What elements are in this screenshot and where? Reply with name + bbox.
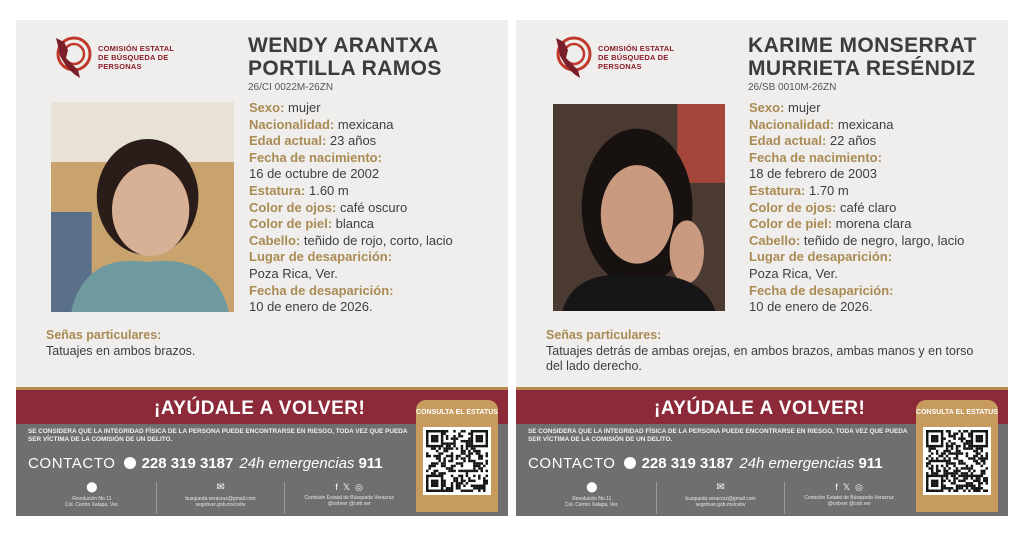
detail-value: teñido de negro, largo, lacio	[800, 232, 965, 248]
distinctive-marks-label: Señas particulares:	[546, 328, 662, 342]
detail-value: Poza Rica, Ver.	[749, 265, 838, 281]
emergency-number[interactable]: 911	[358, 455, 383, 472]
status-check-box[interactable]	[916, 400, 998, 512]
detail-value: 10 de enero de 2026.	[249, 299, 373, 315]
distinctive-marks	[546, 328, 986, 374]
detail-label: Lugar de desaparición:	[249, 249, 393, 265]
logo-line: DE BÚSQUEDA DE	[598, 52, 669, 62]
logo-line: COMISIÓN ESTATAL	[598, 43, 675, 53]
footer-columns	[528, 482, 913, 514]
detail-value: mujer	[784, 100, 821, 115]
detail-row	[749, 283, 1004, 300]
social-icons	[335, 482, 363, 493]
person-details	[749, 100, 1004, 316]
social-icons	[835, 482, 863, 493]
detail-row	[749, 200, 1004, 217]
detail-row	[249, 117, 504, 134]
location-pin-icon: ⬤	[586, 482, 598, 493]
email-link[interactable]: busqueda.veracruz@gmail.com	[185, 496, 256, 502]
x-icon[interactable]: 𝕏	[342, 482, 351, 492]
detail-row	[749, 183, 1004, 200]
risk-warning: SE CONSIDERA QUE LA INTEGRIDAD FÍSICA DE LA PERSONA PUEDE ENCONTRARSE EN RIESGO, TODA VEZ QUE PUEDA SER VÍCTIMA DE LA COMISIÓN DE UN DELITO.	[28, 428, 408, 443]
detail-row	[749, 133, 1004, 150]
distinctive-marks-text: Tatuajes en ambos brazos.	[46, 344, 196, 358]
location-pin-icon: ⬤	[86, 482, 98, 493]
social-handles[interactable]: @cebver @ceb.ver	[827, 501, 871, 507]
emergency-number[interactable]: 911	[858, 455, 883, 472]
cebv-logo	[50, 32, 260, 82]
detail-label: Color de piel:	[249, 216, 333, 232]
detail-row	[749, 150, 1004, 167]
emergency-label: 24h emergencias	[239, 455, 355, 472]
detail-label: Cabello:	[249, 232, 301, 248]
contact-label: CONTACTO	[528, 455, 616, 472]
detail-value: 1.60 m	[305, 182, 349, 198]
missing-person-poster	[516, 20, 1008, 516]
detail-row	[249, 266, 504, 283]
detail-row	[249, 283, 504, 300]
x-icon[interactable]: 𝕏	[842, 482, 851, 492]
risk-warning: SE CONSIDERA QUE LA INTEGRIDAD FÍSICA DE LA PERSONA PUEDE ENCONTRARSE EN RIESGO, TODA VEZ QUE PUEDA SER VÍCTIMA DE LA COMISIÓN DE UN DELITO.	[528, 428, 908, 443]
contact-label: CONTACTO	[28, 455, 116, 472]
detail-value: Poza Rica, Ver.	[249, 265, 338, 281]
detail-row	[749, 117, 1004, 134]
detail-value: mujer	[284, 100, 321, 115]
social-column	[785, 482, 913, 514]
detail-value: teñido de rojo, corto, lacio	[300, 232, 453, 248]
mail-icon: ✉	[716, 482, 725, 493]
detail-row	[249, 150, 504, 167]
detail-label: Lugar de desaparición:	[749, 249, 893, 265]
detail-label: Color de ojos:	[749, 199, 837, 215]
case-folio: 26/CI 0022M-26ZN	[248, 82, 334, 93]
website-link[interactable]: segobver.gob.mx/cebv	[695, 502, 746, 508]
veracruz-map-icon	[50, 34, 92, 80]
status-check-box[interactable]	[416, 400, 498, 512]
address-column	[528, 482, 657, 514]
qr-code[interactable]	[923, 427, 991, 495]
person-name-line1: WENDY ARANTXA	[248, 34, 439, 57]
email-column	[657, 482, 786, 514]
detail-row	[249, 200, 504, 217]
detail-label: Sexo:	[749, 100, 785, 115]
person-name-line1: KARIME MONSERRAT	[748, 34, 977, 57]
contact-line	[28, 455, 383, 472]
detail-value: 18 de febrero de 2003	[749, 166, 877, 182]
person-photo	[51, 102, 234, 312]
person-name-line2: MURRIETA RESÉNDIZ	[748, 57, 976, 80]
person-name	[748, 34, 977, 80]
detail-label: Fecha de desaparición:	[749, 282, 894, 298]
distinctive-marks-text: Tatuajes detrás de ambas orejas, en ambos brazos, ambas manos y en torso del lado derecho.	[546, 344, 974, 373]
detail-row	[249, 166, 504, 183]
phone-icon	[624, 457, 636, 469]
contact-phone[interactable]: 228 319 3187	[141, 455, 234, 472]
detail-row	[749, 233, 1004, 250]
help-banner-title: ¡AYÚDALE A VOLVER!	[154, 398, 366, 419]
status-check-label: CONSULTA EL ESTATUS	[916, 409, 998, 416]
detail-value: café oscuro	[336, 199, 408, 215]
detail-row	[749, 100, 1004, 117]
contact-phone[interactable]: 228 319 3187	[641, 455, 734, 472]
distinctive-marks	[46, 328, 486, 359]
footer-columns	[28, 482, 413, 514]
detail-row	[749, 299, 1004, 316]
cebv-logo	[550, 32, 760, 82]
address-column	[28, 482, 157, 514]
status-check-label: CONSULTA EL ESTATUS	[416, 409, 498, 416]
detail-value: blanca	[332, 216, 374, 232]
detail-label: Color de piel:	[749, 216, 833, 232]
detail-row	[249, 183, 504, 200]
detail-label: Cabello:	[749, 232, 801, 248]
detail-row	[249, 133, 504, 150]
contact-line	[528, 455, 883, 472]
detail-row	[249, 249, 504, 266]
qr-code[interactable]	[423, 427, 491, 495]
logo-line: PERSONAS	[98, 61, 142, 71]
detail-value: 16 de octubre de 2002	[249, 166, 380, 182]
detail-label: Estatura:	[749, 182, 806, 198]
logo-line: PERSONAS	[598, 61, 642, 71]
email-link[interactable]: busqueda.veracruz@gmail.com	[685, 496, 756, 502]
mail-icon: ✉	[216, 482, 225, 493]
detail-row	[749, 216, 1004, 233]
instagram-icon[interactable]: ◎	[355, 482, 363, 492]
website-link[interactable]: segobver.gob.mx/cebv	[195, 502, 246, 508]
instagram-icon[interactable]: ◎	[855, 482, 863, 492]
social-org: Comisión Estatal de Búsqueda Veracruz	[804, 495, 894, 501]
detail-row	[249, 233, 504, 250]
address-line: Revolución No.11	[572, 496, 612, 502]
social-column	[285, 482, 413, 514]
facebook-icon[interactable]: f	[835, 482, 838, 492]
detail-label: Nacionalidad:	[249, 116, 335, 132]
detail-label: Edad actual:	[749, 133, 827, 149]
facebook-icon[interactable]: f	[335, 482, 338, 492]
distinctive-marks-label: Señas particulares:	[46, 328, 162, 342]
person-name	[248, 34, 442, 80]
detail-value: 23 años	[326, 133, 377, 149]
address-line: Col. Centro Xalapa, Ver.	[65, 502, 119, 508]
social-handles[interactable]: @cebver @ceb.ver	[327, 501, 371, 507]
person-details	[249, 100, 504, 316]
detail-label: Nacionalidad:	[749, 116, 835, 132]
detail-label: Color de ojos:	[249, 199, 337, 215]
detail-row	[749, 266, 1004, 283]
logo-line: COMISIÓN ESTATAL	[98, 43, 175, 53]
detail-row	[249, 216, 504, 233]
detail-value: mexicana	[834, 116, 894, 132]
person-photo	[553, 104, 725, 311]
logo-line: DE BÚSQUEDA DE	[98, 52, 169, 62]
person-name-line2: PORTILLA RAMOS	[248, 57, 442, 80]
detail-value: café claro	[836, 199, 897, 215]
detail-value: morena clara	[832, 216, 912, 232]
detail-label: Fecha de desaparición:	[249, 282, 394, 298]
address-line: Revolución No.11	[72, 496, 112, 502]
detail-value: 10 de enero de 2026.	[749, 299, 873, 315]
detail-label: Fecha de nacimiento:	[249, 149, 382, 165]
detail-label: Edad actual:	[249, 133, 327, 149]
address-line: Col. Centro Xalapa, Ver.	[565, 502, 619, 508]
detail-label: Fecha de nacimiento:	[749, 149, 882, 165]
detail-label: Sexo:	[249, 100, 285, 115]
email-column	[157, 482, 286, 514]
detail-value: mexicana	[334, 116, 394, 132]
social-org: Comisión Estatal de Búsqueda Veracruz	[304, 495, 394, 501]
detail-row	[749, 166, 1004, 183]
emergency-label: 24h emergencias	[739, 455, 855, 472]
detail-row	[749, 249, 1004, 266]
detail-value: 22 años	[826, 133, 877, 149]
detail-label: Estatura:	[249, 182, 306, 198]
veracruz-map-icon	[550, 34, 592, 80]
detail-value: 1.70 m	[805, 182, 849, 198]
phone-icon	[124, 457, 136, 469]
help-banner-title: ¡AYÚDALE A VOLVER!	[654, 398, 866, 419]
missing-person-poster	[16, 20, 508, 516]
detail-row	[249, 299, 504, 316]
case-folio: 26/SB 0010M-26ZN	[748, 82, 837, 93]
detail-row	[249, 100, 504, 117]
